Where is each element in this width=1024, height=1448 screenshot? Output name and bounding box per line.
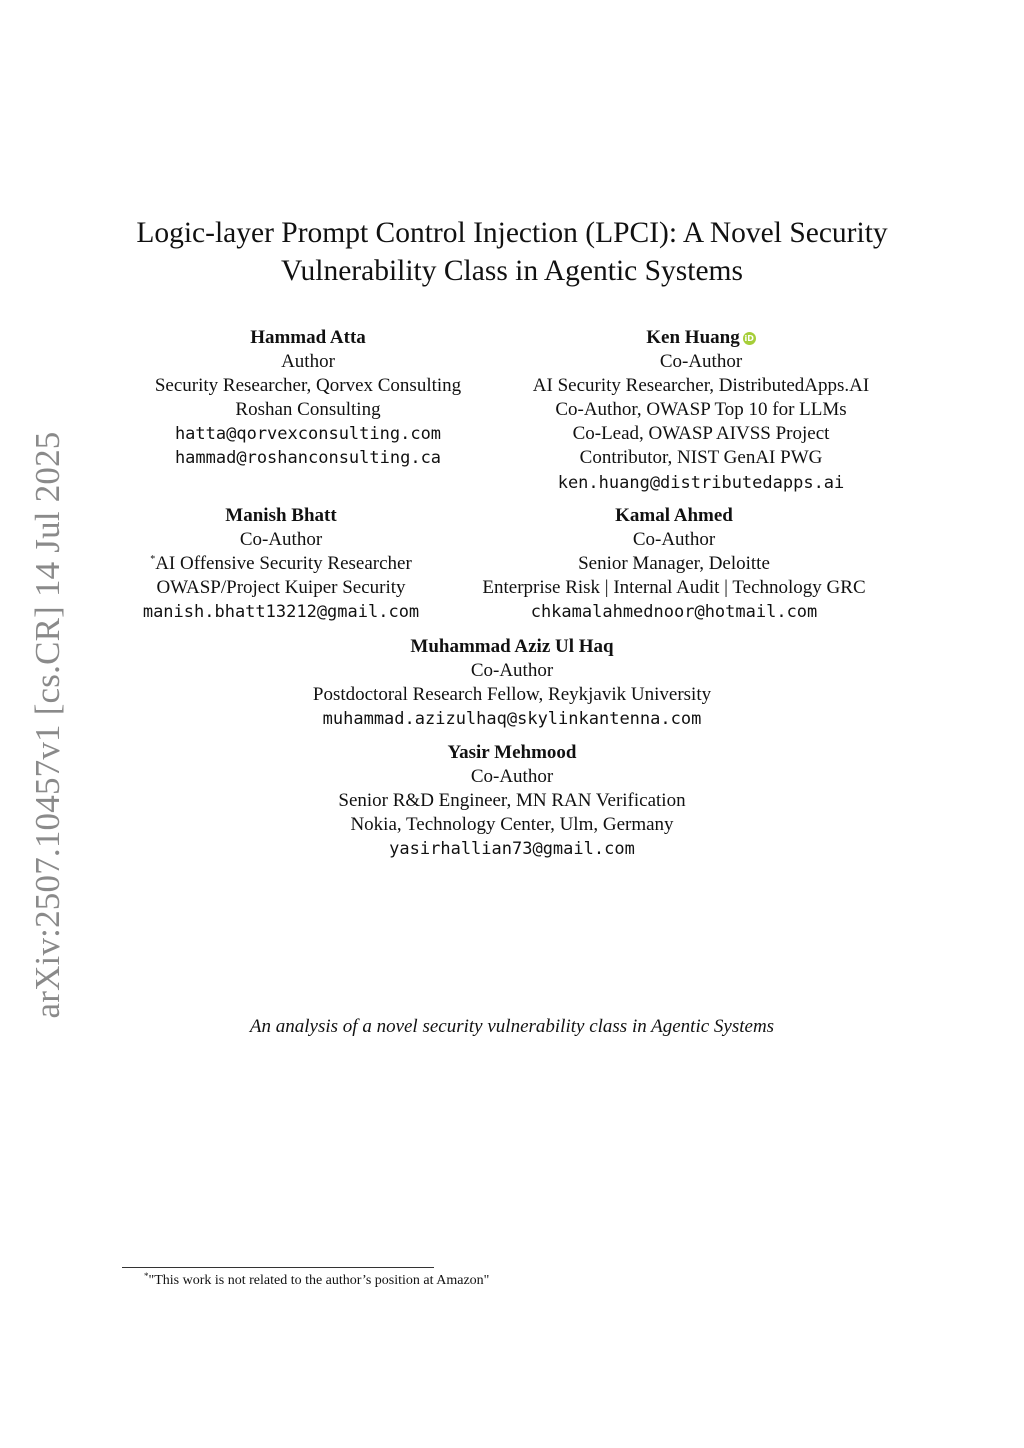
author-role: Author <box>281 351 335 373</box>
author-email[interactable]: chkamalahmednoor@hotmail.com <box>530 602 818 623</box>
author-block-manish-bhatt <box>121 504 441 624</box>
author-block-kamal-ahmed <box>454 504 894 624</box>
author-affiliation: AI Offensive Security Researcher <box>155 553 412 575</box>
author-affiliation: Roshan Consulting <box>235 399 381 421</box>
author-name: Ken Huang <box>646 327 740 348</box>
author-affiliation: Senior R&D Engineer, MN RAN Verification <box>338 790 686 812</box>
author-affiliation: Nokia, Technology Center, Ulm, Germany <box>350 814 674 836</box>
author-email[interactable]: ken.huang@distributedapps.ai <box>557 472 845 493</box>
author-email[interactable]: manish.bhatt13212@gmail.com <box>142 602 420 623</box>
author-email[interactable]: yasirhallian73@gmail.com <box>389 839 635 860</box>
title-line-2: Vulnerability Class in Agentic Systems <box>280 255 743 287</box>
author-email[interactable]: hammad@roshanconsulting.ca <box>174 448 442 469</box>
orcid-icon[interactable]: iD <box>744 334 754 343</box>
author-affiliation: AI Security Researcher, DistributedApps.AI <box>532 375 870 397</box>
author-role: Co-Author <box>659 351 743 373</box>
arxiv-identifier: arXiv:2507.10457v1 [cs.CR] 14 Jul 2025 <box>28 431 67 1019</box>
author-affiliation: Senior Manager, Deloitte <box>578 553 770 575</box>
author-affiliation-row <box>121 552 441 576</box>
author-affiliation: Contributor, NIST GenAI PWG <box>579 447 823 469</box>
author-role: Co-Author <box>470 766 554 788</box>
author-name: Yasir Mehmood <box>447 742 577 763</box>
author-name: Manish Bhatt <box>225 505 337 526</box>
footnote-text: "This work is not related to the author’s position at Amazon" <box>148 1273 490 1288</box>
author-role: Co-Author <box>470 660 554 682</box>
author-name: Hammad Atta <box>250 327 366 348</box>
author-block-yasir-mehmood <box>262 741 762 861</box>
author-affiliation: Security Researcher, Qorvex Consulting <box>154 375 462 397</box>
author-role: Co-Author <box>239 529 323 551</box>
footnote <box>144 1273 489 1289</box>
footnote-mark: * <box>144 1271 149 1281</box>
author-affiliation: Co-Lead, OWASP AIVSS Project <box>572 423 830 445</box>
author-affiliation: OWASP/Project Kuiper Security <box>156 577 406 599</box>
paper-subtitle: An analysis of a novel security vulnerability class in Agentic Systems <box>249 1016 775 1037</box>
footnote-divider <box>122 1267 434 1268</box>
paper-title <box>112 214 912 290</box>
author-name: Kamal Ahmed <box>615 505 733 526</box>
author-affiliation: Postdoctoral Research Fellow, Reykjavik University <box>312 684 712 706</box>
author-affiliation: Enterprise Risk | Internal Audit | Technology GRC <box>482 577 866 599</box>
author-email[interactable]: hatta@qorvexconsulting.com <box>174 424 442 445</box>
author-block-muhammad-aziz-ul-haq <box>212 635 812 731</box>
footnote-mark[interactable]: * <box>150 554 156 566</box>
author-email[interactable]: muhammad.azizulhaq@skylinkantenna.com <box>322 709 702 730</box>
author-name: Muhammad Aziz Ul Haq <box>410 636 614 657</box>
author-block-ken-huang <box>501 326 901 495</box>
author-affiliation: Co-Author, OWASP Top 10 for LLMs <box>555 399 847 421</box>
author-name-row <box>501 326 901 350</box>
author-block-hammad-atta <box>138 326 478 471</box>
title-line-1: Logic-layer Prompt Control Injection (LPCI): A Novel Security <box>136 217 888 249</box>
author-role: Co-Author <box>632 529 716 551</box>
